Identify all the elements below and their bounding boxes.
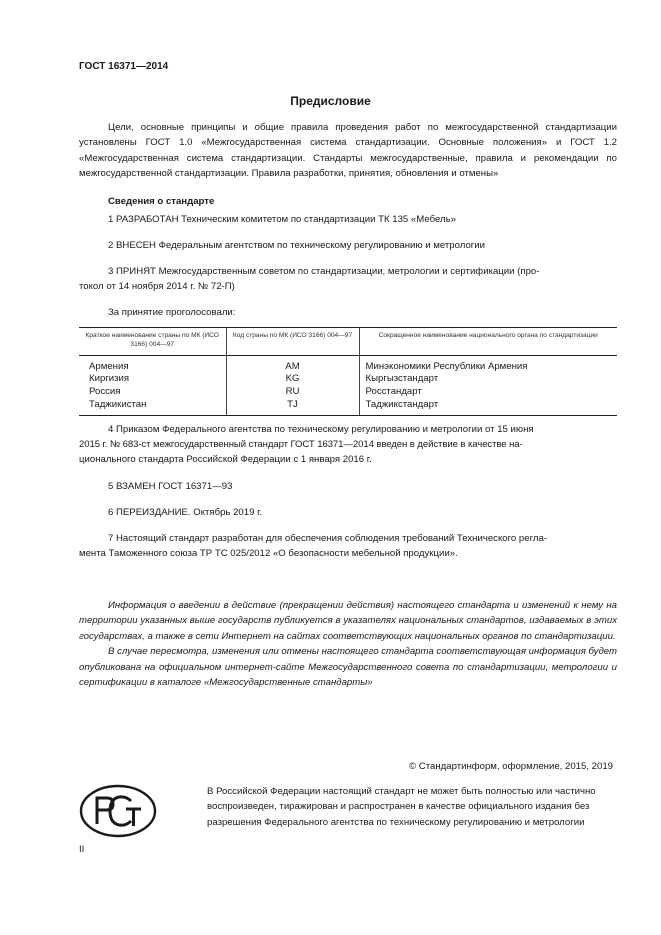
section-heading: Сведения о стандарте (108, 196, 215, 207)
cell-code: TJ (226, 399, 359, 416)
item-1: 1 РАЗРАБОТАН Техническим комитетом по стандартизации ТК 135 «Мебель» (108, 214, 456, 225)
countries-table (79, 327, 617, 416)
table-row (79, 399, 617, 416)
table-row (79, 386, 617, 399)
rst-certification-mark-icon (79, 784, 157, 838)
header-code: Код страны по МК (ИСО 3166) 004—97 (226, 328, 359, 356)
intro-paragraph (79, 120, 617, 182)
info-block (79, 598, 617, 690)
header-body: Сокращенное наименование национального органа по стандартизации (359, 328, 617, 356)
copyright: © Стандартинформ, оформление, 2015, 2019 (409, 761, 613, 772)
vote-label: За принятие проголосовали: (108, 307, 236, 318)
cell-code: RU (226, 386, 359, 399)
item-6: 6 ПЕРЕИЗДАНИЕ. Октябрь 2019 г. (108, 507, 263, 518)
info-paragraph-1 (79, 598, 617, 644)
item-4-line-2: 2015 г. № 683-ст межгосударственный стандарт ГОСТ 16371—2014 введен в действие в качестве на- (79, 439, 523, 450)
page-title: Предисловие (290, 94, 371, 108)
cell-code: AM (226, 355, 359, 373)
header-country: Краткое наименование страны по МК (ИСО 3166) 004—97 (79, 328, 226, 356)
cell-code: KG (226, 373, 359, 386)
item-7-line-1: 7 Настоящий стандарт разработан для обеспечения соблюдения требований Технического регла- (108, 533, 547, 544)
info-text-2: В случае пересмотра, изменения или отмены настоящего стандарта соответствующая информация будет опубликована на официальном интернет-сайте Межгосударственного совета по стандартизации, метрологии и сертификации в каталоге «Межгосударственные стандарты» (79, 646, 617, 689)
item-4-line-3: ционального стандарта Российской Федерации с 1 января 2016 г. (79, 454, 372, 465)
reproduction-notice: В Российской Федерации настоящий стандарт не может быть полностью или частично воспроизведен, тиражирован и распространен в качестве официального издания без разрешения Федерального агентства по техническому регулированию и метрологии (207, 786, 596, 828)
item-4-line-1: 4 Приказом Федерального агентства по техническому регулированию и метрологии от 15 июня (108, 424, 534, 435)
intro-text: Цели, основные принципы и общие правила проведения работ по межгосударственной стандартизации установлены ГОСТ 1.0 «Межгосударственная система стандартизации. Основные положения» и ГОСТ 1.2 «Межгосударственная система стандартизации. Стандарты межгосударственные, правила и рекомендации по межгосударственной стандартизации. Правила разработки, принятия, обновления и отмены» (79, 122, 617, 180)
cell-body: Таджикстандарт (359, 399, 617, 416)
cell-country: Таджикистан (79, 399, 226, 416)
item-2: 2 ВНЕСЕН Федеральным агентством по техническому регулированию и метрологии (108, 240, 486, 251)
item-7-line-2: мента Таможенного союза ТР ТС 025/2012 «О безопасности мебельной продукции». (79, 548, 458, 559)
table-row (79, 373, 617, 386)
item-5: 5 ВЗАМЕН ГОСТ 16371—93 (108, 481, 233, 492)
cell-body: Росстандарт (359, 386, 617, 399)
cell-country: Армения (89, 360, 129, 372)
info-paragraph-2 (79, 644, 617, 690)
item-3-line-2: токол от 14 ноября 2014 г. № 72-П) (79, 281, 235, 292)
table-header-row (79, 328, 617, 356)
table-row (79, 355, 617, 373)
info-text-1: Информация о введении в действие (прекращении действия) настоящего стандарта и изменений к нему на территории указанных выше государств публикуется в указателях национальных стандартов, издаваемых в этих государствах, а также в сети Интернет на сайтах соответствующих национальных органов по стандартизации. (79, 600, 617, 642)
cell-body: Минэкономики Республики Армения (359, 355, 617, 373)
page-number: II (79, 844, 85, 855)
document-id: ГОСТ 16371—2014 (79, 61, 169, 72)
item-3-line-1: 3 ПРИНЯТ Межгосударственным советом по стандартизации, метрологии и сертификации (про- (108, 266, 540, 277)
cell-body: Кыргызстандарт (359, 373, 617, 386)
cell-country: Киргизия (89, 373, 130, 385)
cell-country: Россия (89, 386, 121, 397)
